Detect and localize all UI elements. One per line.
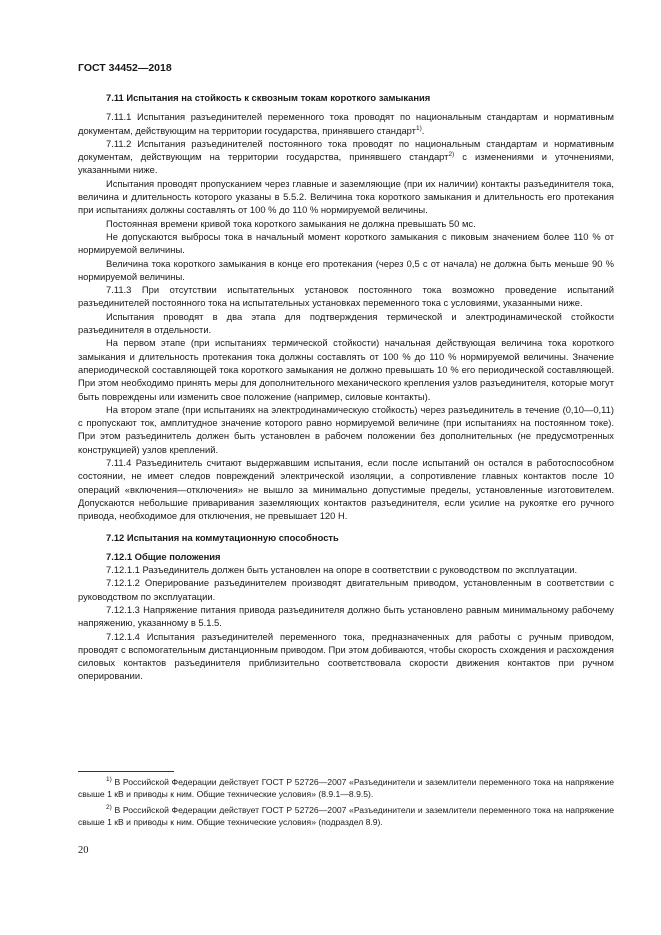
paragraph-test-procedure: Испытания проводят пропусканием через главные и заземляющие (при их наличии) контакты разъединителя тока, величина и длительность которого указаны в 5.5.2. Величина тока короткого замыкания и длительность его протекания при испытаниях должны составлять от 100 % до 110 % нормируемой величины. <box>78 177 614 216</box>
footnotes <box>78 776 614 832</box>
section-heading-7-12: 7.12 Испытания на коммутационную способность <box>106 531 339 543</box>
paragraph-text: 7.11.1 Испытания разъединителей переменного тока проводят по национальным стандартам и нормативным документам, действующим на территории государства, принявшего стандарт <box>78 111 614 136</box>
footnote-text: В Российской Федерации действует ГОСТ Р 52726—2007 «Разъединители и заземлители переменного тока на напряжение свыше 1 кВ и приводы к ним. Общие технические условия» (8.9.1—8.9.5). <box>78 777 614 799</box>
footnote-divider <box>78 771 174 772</box>
document-body <box>78 91 614 683</box>
paragraph-current-spikes: Не допускаются выбросы тока в начальный момент короткого замыкания с пиковым значением более 110 % от нормируемой величины. <box>78 230 614 256</box>
standard-header: ГОСТ 34452—2018 <box>78 62 172 74</box>
page-number: 20 <box>78 845 89 856</box>
paragraph-7-12-1-2: 7.12.1.2 Оперирование разъединителем производят двигательным приводом, установленным в соответствии с руководством по эксплуатации. <box>78 577 614 602</box>
paragraph-time-constant: Постоянная времени кривой тока короткого замыкания не должна превышать 50 мс. <box>106 217 476 229</box>
paragraph-7-12-1-4: 7.12.1.4 Испытания разъединителей переменного тока, предназначенных для работы с ручным приводом, проводят с вспомогательным дистанционным приводом. При этом добиваются, чтобы скорость схождения и расхождения силовых контактов разъединителя приблизительно соответствовала скорости движения контактов при ручном оперировании. <box>78 630 614 682</box>
paragraph-two-stages: Испытания проводят в два этапа для подтверждения термической и электродинамической стойкости разъединителя в отдельности. <box>78 310 614 336</box>
paragraph-text: 7.11.2 Испытания разъединителей постоянного тока проводят по национальным стандартам и нормативным документам, действующим на территории государства, принявшего стандарт <box>78 137 614 163</box>
paragraph-7-11-1 <box>78 110 614 137</box>
paragraph-7-12-1-3: 7.12.1.3 Напряжение питания привода разъединителя должно быть установлено равным минимальному рабочему напряжению, указанному в 5.1.5. <box>78 603 614 629</box>
paragraph-end-current: Величина тока короткого замыкания в конце его протекания (через 0,5 с от начала) не должна быть меньше 90 % нормируемой величины. <box>78 257 614 282</box>
footnote-text: В Российской Федерации действует ГОСТ Р 52726—2007 «Разъединители и заземлители переменного тока на напряжение свыше 1 кВ и приводы к ним. Общие технические условия» (подраздел 8.9). <box>78 805 614 827</box>
footnote-ref-1[interactable]: 1) <box>415 124 422 132</box>
subsection-heading-7-12-1: 7.12.1 Общие положения <box>106 550 221 562</box>
paragraph-text: с изменениями и уточнениями, указанными ниже. <box>78 151 614 176</box>
footnote-mark: 1) <box>106 776 112 783</box>
footnote-1 <box>78 776 614 800</box>
footnote-ref-2[interactable]: 2) <box>448 151 455 159</box>
paragraph-7-11-4: 7.11.4 Разъединитель считают выдержавшим испытания, если после испытаний он остался в работоспособном состоянии, не имеет следов повреждений электрической изоляции, а сопротивление главных контактов после 10 операций «включения—отключения» не вышло за минимально допустимые пределы, установленные изготовителем. Допускаются небольшие приваривания заземляющих контактов разъединителя, если усилие на рукоятке его ручного привода, необходимое для отключения, не превышает 120 Н. <box>78 457 614 522</box>
paragraph-7-11-3: 7.11.3 При отсутствии испытательных установок постоянного тока возможно проведение испытаний разъединителей постоянного тока на испытательных установках переменного тока с условиями, указанными ниже. <box>78 284 614 309</box>
footnote-mark: 2) <box>106 804 112 811</box>
paragraph-second-stage: На втором этапе (при испытаниях на электродинамическую стойкость) через разъединитель в течение (0,10—0,11) с пропускают ток, амплитудное значение которого равно нормируемой величине (при испытаниях на постоянном токе). При этом разъединитель должен быть установлен в рабочем положении без дополнительных (не предусмотренных конструкцией) узлов креплений. <box>78 403 614 455</box>
paragraph-7-12-1-1: 7.12.1.1 Разъединитель должен быть установлен на опоре в соответствии с руководством по эксплуатации. <box>106 564 578 576</box>
paragraph-first-stage: На первом этапе (при испытаниях термической стойкости) начальная действующая величина тока короткого замыкания и длительность протекания тока должны составлять от 100 % до 110 % нормируемой величины. Значение апериодической составляющей тока короткого замыкания не должно превышать 10 % его периодической составляющей. При этом необходимо принять меры для дополнительного механического крепления узлов разъединителя, которые могут быть повреждены или изменить свое положение (например, силовые контакты). <box>78 337 614 402</box>
paragraph-text: . <box>421 124 425 136</box>
footnote-2 <box>78 804 614 828</box>
section-heading-7-11: 7.11 Испытания на стойкость к сквозным токам короткого замыкания <box>106 92 431 103</box>
paragraph-7-11-2 <box>78 137 614 177</box>
